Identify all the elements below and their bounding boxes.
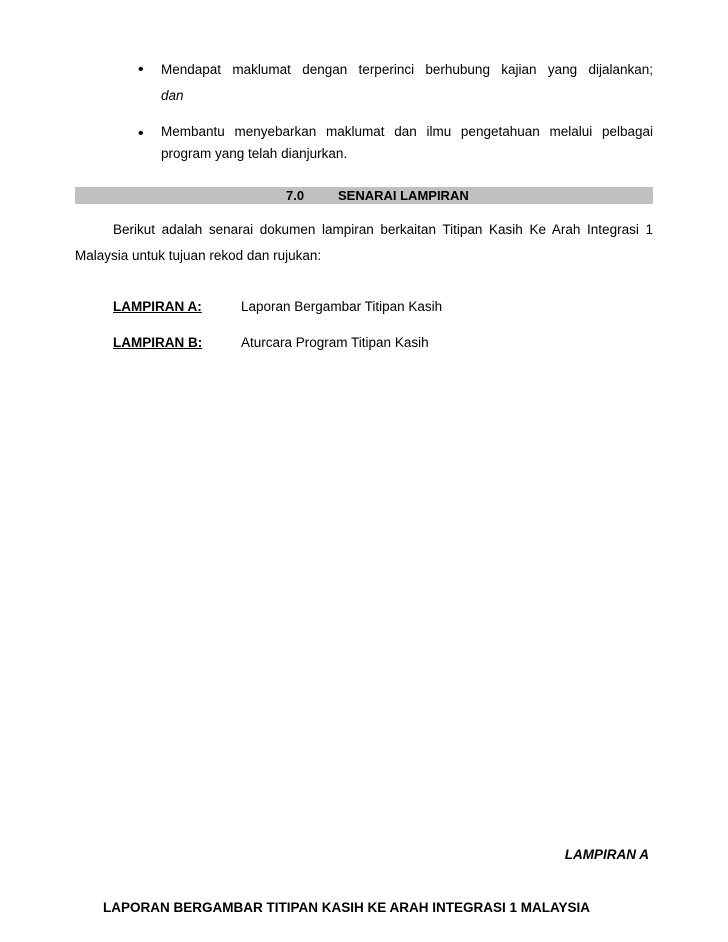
bullet-dot: • (138, 125, 144, 142)
bullet-dot: • (138, 61, 144, 78)
section-title: SENARAI LAMPIRAN (338, 188, 469, 203)
attachment-row-b (113, 334, 429, 352)
section-heading-bar (75, 187, 653, 204)
attachment-a-desc: Laporan Bergambar Titipan Kasih (241, 299, 443, 314)
intro-line-2: Malaysia untuk tujuan rekod dan rujukan: (75, 248, 322, 263)
attachment-b-label: LAMPIRAN B: (113, 335, 203, 350)
intro-paragraph (75, 217, 653, 269)
lampiran-a-heading: LAMPIRAN A (564, 847, 649, 862)
bullet-item-2 (138, 121, 653, 165)
attachment-a-label: LAMPIRAN A: (113, 299, 202, 314)
bullet-item-1 (138, 57, 653, 109)
bullet-1-line-1: Mendapat maklumat dengan terperinci berhubung kajian yang dijalankan; (161, 62, 653, 77)
bullet-2-line-2: program yang telah dianjurkan. (161, 146, 348, 161)
intro-line-1: Berikut adalah senarai dokumen lampiran berkaitan Titipan Kasih Ke Arah Integrasi 1 (113, 222, 653, 237)
section-number: 7.0 (286, 188, 305, 203)
bullet-2-line-1: Membantu menyebarkan maklumat dan ilmu pengetahuan melalui pelbagai (161, 124, 653, 139)
report-title: LAPORAN BERGAMBAR TITIPAN KASIH KE ARAH INTEGRASI 1 MALAYSIA (103, 900, 591, 915)
attachment-b-desc: Aturcara Program Titipan Kasih (241, 335, 429, 350)
bullet-1-line-2: dan (161, 88, 184, 103)
attachment-row-a (113, 298, 442, 316)
